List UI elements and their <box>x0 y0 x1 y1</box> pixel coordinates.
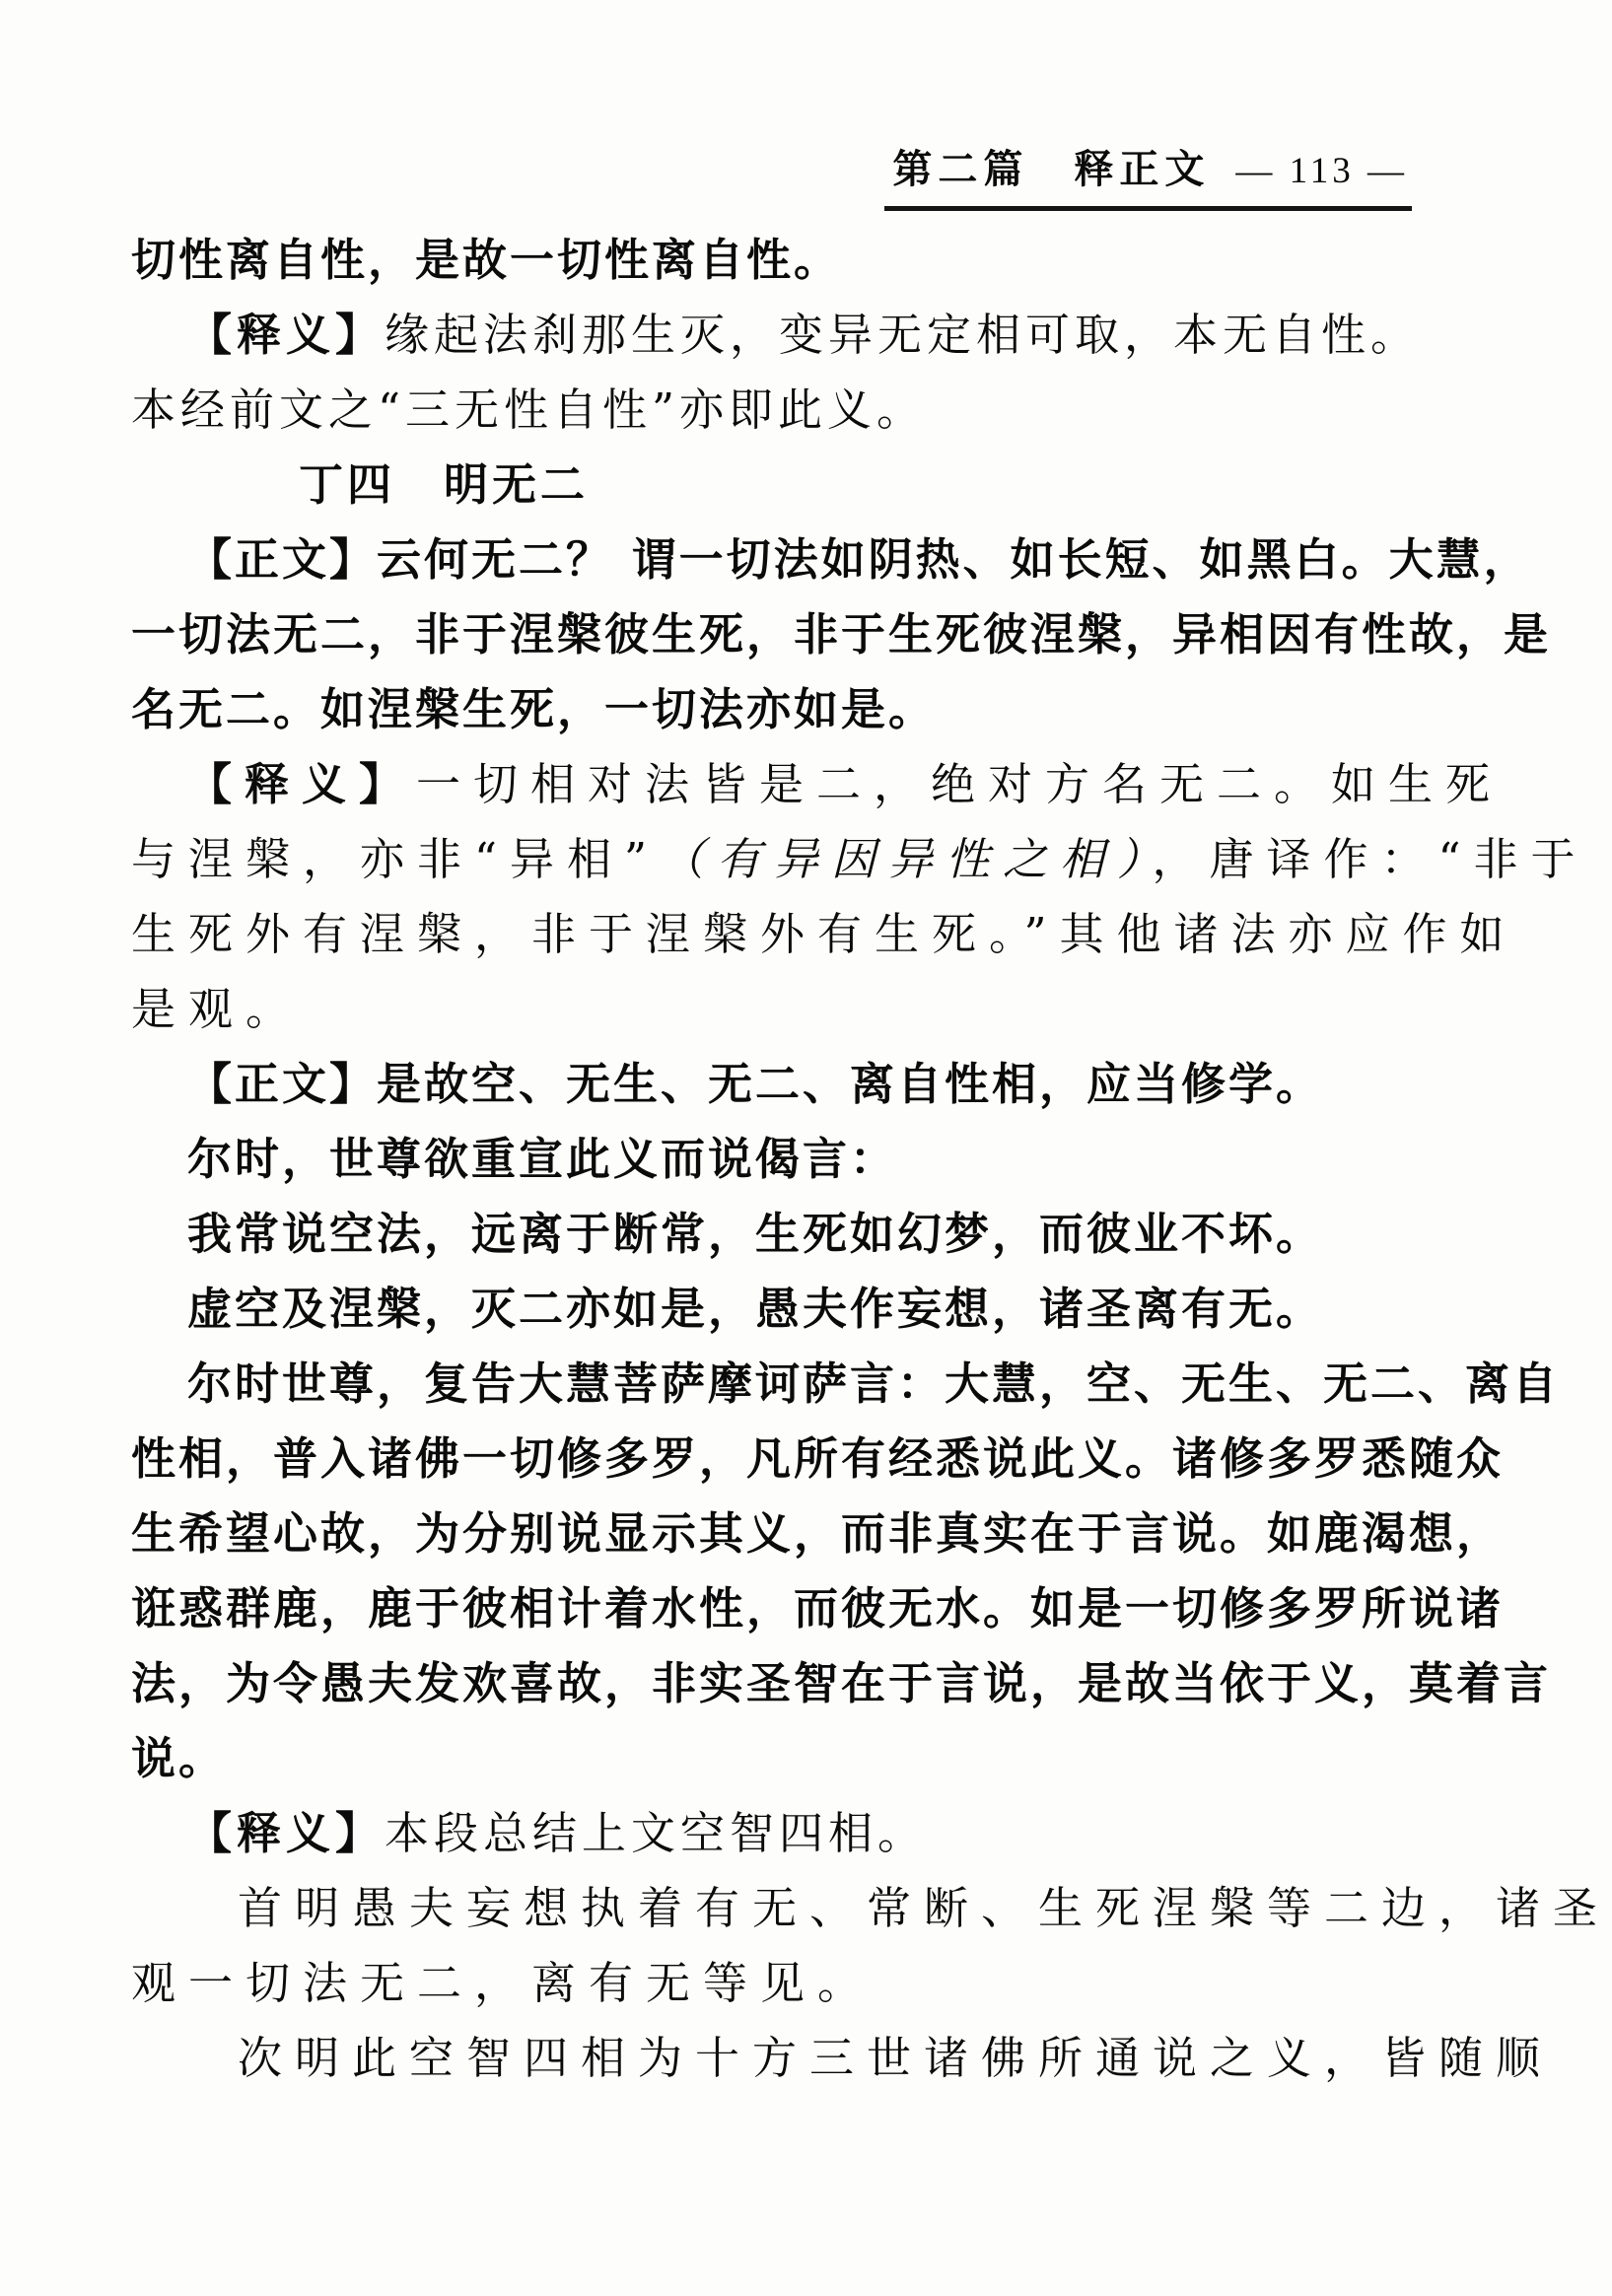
text-line: 首明愚夫妄想执着有无、常断、生死涅槃等二边，诸圣 <box>238 1882 1611 1934</box>
text-line: 法，为令愚夫发欢喜故，非实圣智在于言说，是故当依于义，莫着言 <box>131 1657 1552 1709</box>
text-line: 观一切法无二，离有无等见。 <box>131 1957 876 2009</box>
chapter-title: 第二篇 释正文 <box>892 147 1211 191</box>
running-head <box>884 138 1412 211</box>
text-line: 切性离自性，是故一切性离自性。 <box>131 234 842 286</box>
section-heading: 丁四 明无二 <box>299 458 590 511</box>
text-line: 尔时世尊，复告大慧菩萨摩诃萨言：大慧，空、无生、无二、离自 <box>187 1357 1561 1410</box>
page-number: — 113 — <box>1235 151 1408 191</box>
body-text: 与涅槃，亦非“异相” <box>131 833 661 885</box>
text-line: 【正文】是故空、无生、无二、离自性相，应当修学。 <box>187 1058 1324 1110</box>
text-line: 生希望心故，为分别说显示其义，而非真实在于言说。如鹿渴想， <box>131 1507 1505 1560</box>
text-line: 次明此空智四相为十方三世诸佛所通说之义，皆随顺 <box>238 2032 1554 2084</box>
text-line: 性相，普入诸佛一切修多罗，凡所有经悉说此义。诸修多罗悉随众 <box>131 1432 1505 1485</box>
text-line: 虚空及涅槃，灭二亦如是，愚夫作妄想，诸圣离有无。 <box>187 1283 1324 1335</box>
text-line: 名无二。如涅槃生死，一切法亦如是。 <box>131 683 937 735</box>
page-body <box>131 223 1611 2096</box>
body-text: ，唐译作：“非于 <box>1152 833 1588 885</box>
text-line: 【释义】本段总结上文空智四相。 <box>187 1807 928 1859</box>
text-line: 尔时，世尊欲重宣此义而说偈言： <box>187 1133 898 1185</box>
section-label: 【释义】 <box>187 758 417 810</box>
text-line: 生死外有涅槃，非于涅槃外有生死。”其他诸法亦应作如 <box>131 908 1517 960</box>
section-label: 【释义】 <box>187 1807 385 1859</box>
text-line: 【释义】缘起法刹那生灭，变异无定相可取，本无自性。 <box>187 309 1421 361</box>
text-line: 【释义】一切相对法皆是二，绝对方名无二。如生死 <box>187 758 1504 810</box>
text-line: 本经前文之“三无性自性”亦即此义。 <box>131 383 927 436</box>
text-line: 我常说空法，远离于断常，生死如幻梦，而彼业不坏。 <box>187 1208 1324 1260</box>
text-line: 是观。 <box>131 983 304 1035</box>
annotation-text: （有异因异性之相） <box>660 833 1153 885</box>
text-line <box>131 822 1588 897</box>
section-label: 【释义】 <box>187 309 385 361</box>
text-line: 一切法无二，非于涅槃彼生死，非于生死彼涅槃，异相因有性故，是 <box>131 608 1552 661</box>
text-line: 说。 <box>131 1732 227 1784</box>
text-line: 【正文】云何无二？ 谓一切法如阴热、如长短、如黑白。大慧， <box>187 533 1531 586</box>
text-line: 诳惑群鹿，鹿于彼相计着水性，而彼无水。如是一切修多罗所说诸 <box>131 1582 1505 1635</box>
